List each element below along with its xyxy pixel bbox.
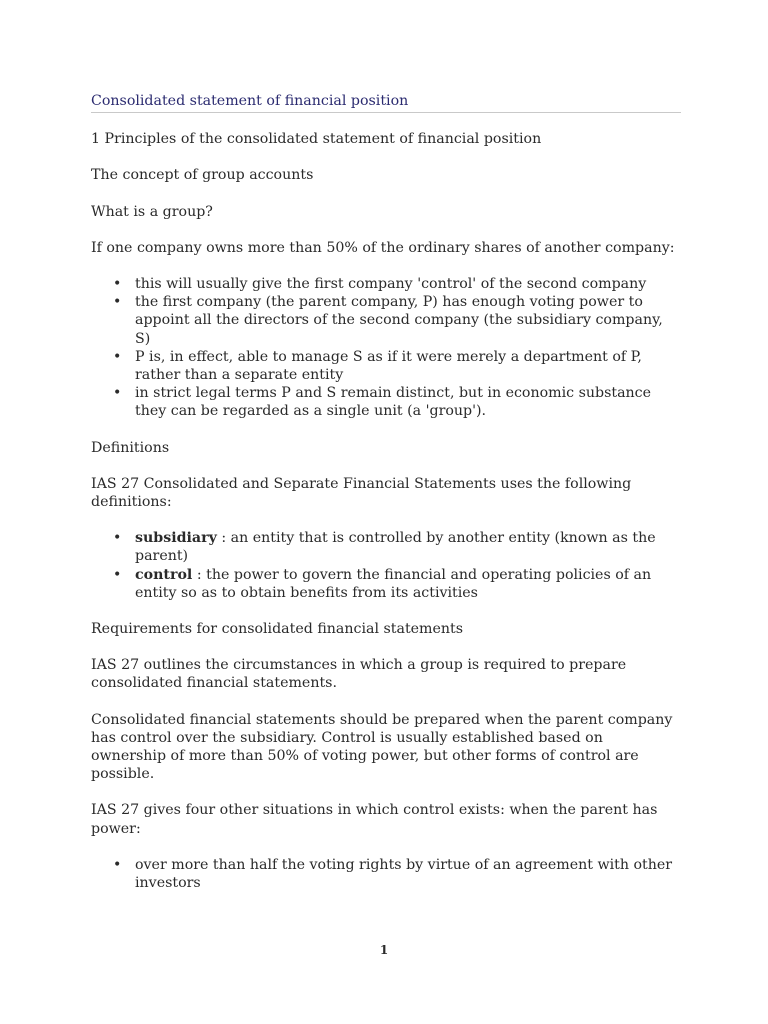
requirements-paragraph-3: IAS 27 gives four other situations in which control exists: when the parent has power: xyxy=(91,802,658,837)
definition-text: : the power to govern the financial and operating policies of an entity so as to obtain benefits from its activities xyxy=(135,566,652,601)
bullet-icon: • xyxy=(113,856,122,873)
bullet-icon: • xyxy=(113,530,122,547)
intro-paragraph: If one company owns more than 50% of the ordinary shares of another company: xyxy=(91,239,675,256)
section-heading: 1 Principles of the consolidated statement of financial position xyxy=(91,131,542,148)
group-bullet-list xyxy=(91,275,681,421)
definition-term: subsidiary xyxy=(135,530,217,547)
list-item-text: the first company (the parent company, P) has enough voting power to appoint all the directors of the second company (the subsidiary company, S) xyxy=(135,294,663,347)
definition-text: : an entity that is controlled by another entity (known as the parent) xyxy=(135,530,656,565)
definitions-heading: Definitions xyxy=(91,439,170,456)
document-title: Consolidated statement of financial position xyxy=(91,92,681,113)
list-item xyxy=(113,384,681,420)
list-item xyxy=(113,293,681,348)
bullet-icon: • xyxy=(113,385,122,402)
definition-item xyxy=(113,566,681,602)
document-page xyxy=(91,92,681,910)
requirements-paragraph-1: IAS 27 outlines the circumstances in which a group is required to prepare consolidated financial statements. xyxy=(91,657,627,692)
definition-term: control xyxy=(135,566,193,583)
list-item xyxy=(113,856,681,892)
definitions-list xyxy=(91,529,681,602)
list-item-text: P is, in effect, able to manage S as if it were merely a department of P, rather than a separate entity xyxy=(135,348,642,384)
definition-item xyxy=(113,529,681,565)
bullet-icon: • xyxy=(113,566,122,583)
page-number: 1 xyxy=(379,943,389,957)
control-bullet-list xyxy=(91,856,681,892)
requirements-paragraph-2: Consolidated financial statements should be prepared when the parent company has control over the subsidiary. Control is usually established based on ownership of more than 50% of voting power, but other forms of control are possible. xyxy=(91,711,673,783)
bullet-icon: • xyxy=(113,348,122,365)
requirements-heading: Requirements for consolidated financial statements xyxy=(91,621,464,638)
list-item-text: this will usually give the first company 'control' of the second company xyxy=(135,276,647,293)
bullet-icon: • xyxy=(113,276,122,293)
list-item xyxy=(113,275,681,293)
definitions-intro: IAS 27 Consolidated and Separate Financial Statements uses the following definitions: xyxy=(91,475,632,511)
bullet-icon: • xyxy=(113,294,122,311)
list-item xyxy=(113,348,681,384)
list-item-text: over more than half the voting rights by virtue of an agreement with other investors xyxy=(135,856,673,892)
question-group: What is a group? xyxy=(91,203,213,220)
subheading-concept: The concept of group accounts xyxy=(91,167,314,184)
list-item-text: in strict legal terms P and S remain distinct, but in economic substance they can be regarded as a single unit (a 'group'). xyxy=(135,385,652,420)
